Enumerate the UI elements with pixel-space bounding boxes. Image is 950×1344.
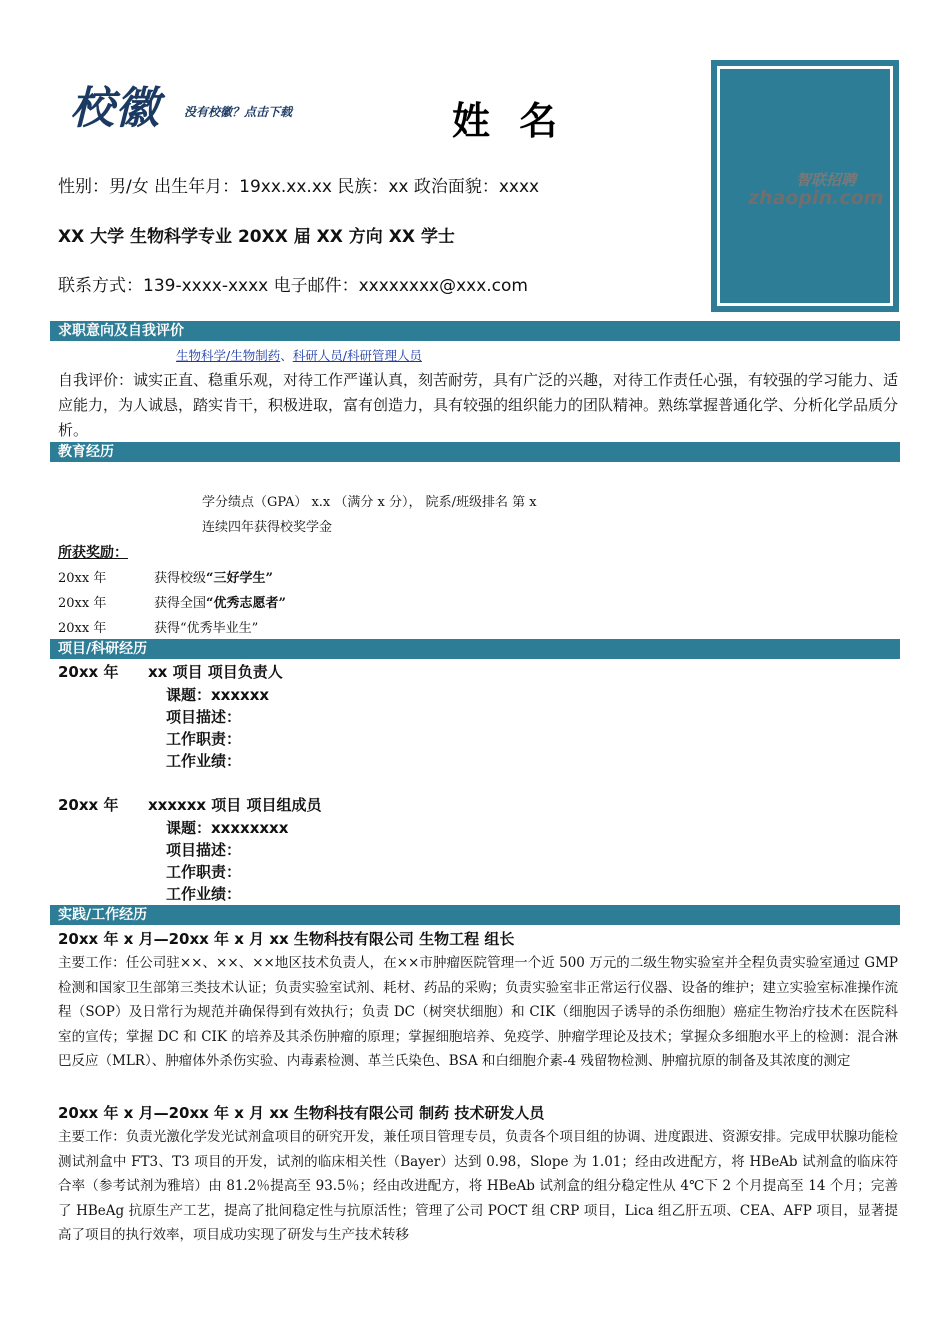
- project-topic: 课题：xxxxxxxx: [166, 819, 289, 837]
- project-description: 项目描述：: [166, 708, 242, 726]
- education-summary: XX 大学 生物科学专业 20XX 届 XX 方向 XX 学士: [58, 227, 455, 247]
- award-prefix: 获得校级: [154, 571, 207, 586]
- project-title: xxxxxx 项目 项目组成员: [148, 796, 322, 814]
- project-duty: 工作职责：: [166, 730, 242, 748]
- work-header: 20xx 年 x 月—20xx 年 x 月 xx 生物科技有限公司 制药 技术研发人员: [58, 1104, 545, 1122]
- section-education-header: 教育经历: [50, 442, 900, 462]
- work-header: 20xx 年 x 月—20xx 年 x 月 xx 生物科技有限公司 生物工程 组长: [58, 930, 515, 948]
- photo-border: [717, 66, 893, 306]
- section-intent-header: 求职意向及自我评价: [50, 321, 900, 341]
- project-header: [58, 794, 322, 815]
- project-title: xx 项目 项目负责人: [148, 663, 283, 681]
- personal-info: 性别：男/女 出生年月：19xx.xx.xx 民族：xx 政治面貌：xxxx: [58, 177, 540, 197]
- watermark-cn: 智联招聘: [796, 171, 857, 189]
- job-intent: [176, 346, 422, 364]
- project-description: 项目描述：: [166, 841, 242, 859]
- school-logo: 校徽: [70, 83, 160, 134]
- award-prefix: 获得“优秀毕业生”: [154, 621, 259, 636]
- project-year: 20xx 年: [58, 796, 119, 814]
- intent-item-1[interactable]: 生物科学/生物制药: [176, 348, 281, 363]
- award-prefix: 获得全国: [154, 596, 207, 611]
- watermark-en: zhaopin.com: [748, 187, 884, 209]
- intent-item-2[interactable]: 科研人员/科研管理人员: [292, 348, 422, 363]
- section-project-header: 项目/科研经历: [50, 639, 900, 659]
- section-work-header: 实践/工作经历: [50, 905, 900, 925]
- award-name: “三好学生”: [206, 571, 273, 586]
- gpa-line: 学分绩点（GPA） x.x （满分 x 分）， 院系/班级排名 第 x: [202, 495, 537, 510]
- photo-frame: [711, 60, 899, 312]
- awards-title: 所获奖励：: [58, 545, 128, 561]
- award-item: [58, 592, 286, 611]
- candidate-name: 姓 名: [452, 99, 566, 143]
- project-result: 工作业绩：: [166, 752, 242, 770]
- logo-download-link[interactable]: 没有校徽？点击下载: [184, 105, 293, 119]
- award-year: 20xx 年: [58, 571, 107, 586]
- award-year: 20xx 年: [58, 596, 107, 611]
- self-evaluation: 自我评价：诚实正直、稳重乐观，对待工作严谨认真，刻苦耐劳，具有广泛的兴趣，对待工作责任心强，有较强的学习能力、适应能力，为人诚恳，踏实肯干，积极进取，富有创造力，具有较强的组织能力的团队精神。熟练掌握普通化学、分析化学品质分析。: [58, 371, 899, 439]
- award-item: [58, 567, 273, 586]
- work-description: 主要工作：负责光激化学发光试剂盒项目的研究开发，兼任项目管理专员，负责各个项目组的协调、进度跟进、资源安排。完成甲状腺功能检测试剂盒中 FT3、T3 项目的开发，试剂的临床相关性（Bayer）达到 0.98，Slope 为 1.01；经由改进配方，将 HBeAb 试剂盒的临床符合率（参考试剂为雅培）由 81.2％提高至 93.5％；经由改进配方，将 HBeAb 试剂盒的组分稳定性从 4℃下 2 个月提高至 14 个月；完善了 HBeAg 抗原生产工艺，提高了批间稳定性与抗原活性；管理了公司 POCT 组 CRP 项目，Lica 组乙肝五项、CEA、AFP 项目，显著提高了项目的执行效率，项目成功实现了研发与生产技术转移: [58, 1129, 898, 1244]
- award-year: 20xx 年: [58, 621, 107, 636]
- project-duty: 工作职责：: [166, 863, 242, 881]
- project-result: 工作业绩：: [166, 885, 242, 903]
- award-name: “优秀志愿者”: [206, 596, 286, 611]
- award-item: [58, 617, 258, 636]
- scholarship-line: 连续四年获得校奖学金: [202, 520, 333, 535]
- work-description: 主要工作：任公司驻××、××、××地区技术负责人，在××市肿瘤医院管理一个近 500 万元的二级生物实验室并全程负责实验室通过 GMP 检测和国家卫生部第三类技术认证；负责实验室试剂、耗材、药品的采购；负责实验室非正常运行仪器、设备的维护；建立实验室标准操作流程（SOP）及日常行为规范并确保得到有效执行；负责 DC（树突状细胞）和 CIK（细胞因子诱导的杀伤细胞）癌症生物治疗技术在医院科室的宣传；掌握 DC 和 CIK 的培养及其杀伤肿瘤的原理；掌握细胞培养、免疫学、肿瘤学理论及技术；掌握众多细胞水平上的检测：混合淋巴反应（MLR）、肿瘤体外杀伤实验、内毒素检测、革兰氏染色、BSA 和白细胞介素-4 残留物检测、肿瘤抗原的制备及其浓度的测定: [58, 955, 898, 1070]
- project-topic: 课题：xxxxxx: [166, 686, 270, 704]
- project-header: [58, 661, 283, 682]
- contact-info: 联系方式：139-xxxx-xxxx 电子邮件：xxxxxxxx@xxx.com: [58, 276, 528, 296]
- intent-separator: 、: [280, 348, 293, 363]
- project-year: 20xx 年: [58, 663, 119, 681]
